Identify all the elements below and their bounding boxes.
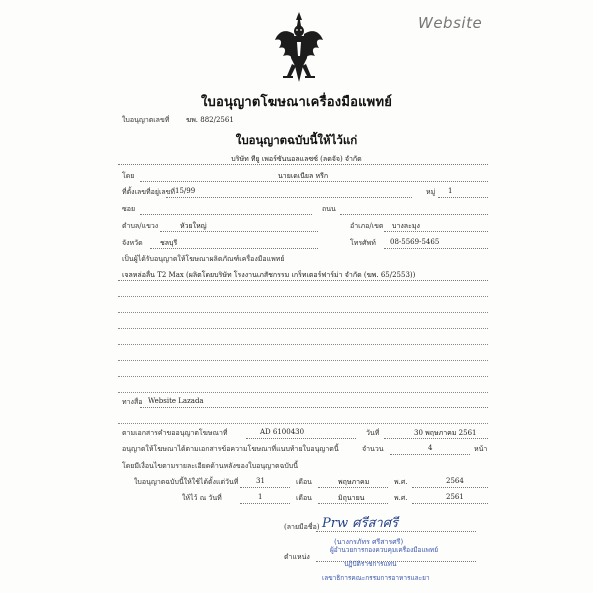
province-value: ชลบุรี — [160, 239, 178, 247]
address-label: ที่ตั้งเลขที่อยู่เลขที่ — [122, 188, 176, 196]
attach-unit: หน้า — [474, 445, 488, 453]
valid-to-month: มิถุนายน — [338, 494, 365, 502]
signature-label: (ลายมือชื่อ) — [284, 523, 320, 531]
blank-line — [118, 296, 488, 297]
license-no-label: ใบอนุญาตเลขที่ — [122, 116, 170, 124]
request-date-value: 30 พฤษภาคม 2561 — [414, 429, 477, 437]
attach-label: อนุญาตให้โฆษณาได้ตามเอกสารข้อความโฆษณาที่แนบท้ายใบอนุญาตนี้ — [122, 445, 339, 453]
valid-to-label: ให้ไว้ ณ วันที่ — [182, 494, 222, 502]
valid-from-year: 2564 — [446, 477, 464, 485]
address-value: 15/99 — [175, 187, 196, 195]
moo-label: หมู่ — [426, 188, 436, 196]
blank-line — [118, 360, 488, 361]
handwritten-note: Website — [418, 14, 483, 32]
document-title: ใบอนุญาตโฆษณาเครื่องมือแพทย์ — [200, 95, 393, 110]
stamp-line-3: เลขาธิการคณะกรรมการอาหารและยา — [322, 574, 430, 582]
document-subtitle: ใบอนุญาตฉบับนี้ให้ไว้แก่ — [235, 133, 358, 147]
blank-line — [118, 376, 488, 377]
phone-value: 08-5569-5465 — [390, 238, 440, 246]
position-label: ตำแหน่ง — [284, 553, 310, 561]
license-no-value: ฆพ. 882/2561 — [186, 116, 234, 124]
request-value: AD 6100430 — [260, 428, 305, 436]
road-label: ถนน — [322, 205, 336, 213]
request-label: ตามเอกสารคำขออนุญาตโฆษณาที่ — [122, 429, 228, 437]
blank-line — [118, 328, 488, 329]
valid-from-day: 31 — [256, 477, 265, 485]
company-name: บริษัท ทียู เพอร์ซันนอลแลซซ์ (ลดจัจ) จำกัด — [231, 155, 362, 163]
soi-label: ซอย — [122, 205, 136, 213]
blank-line — [118, 344, 488, 345]
district-value: บางละมุง — [392, 222, 420, 230]
by-value: นายเดเนียล หรีก — [278, 172, 329, 180]
valid-from-year-label: พ.ศ. — [394, 478, 408, 486]
moo-value: 1 — [448, 187, 453, 195]
signer-name: (นางกรภัทร ศรีสารศรี) — [334, 538, 404, 546]
attach-count-label: จำนวน — [362, 445, 384, 453]
product-text: เจลหล่อลื่น T2 Max (ผลิตโดยบริษัท โรงงานเภสัชกรรม เกร็ทเตอร์ฟาร์ม่า จำกัด (ฆพ. 65/2553)) — [122, 271, 416, 279]
media-label: ทางสื่อ — [122, 398, 143, 406]
phone-label: โทรศัพท์ — [350, 239, 376, 247]
by-label: โดย — [122, 172, 135, 180]
intro-text: เป็นผู้ได้รับอนุญาตให้โฆษณาผลิตภัณฑ์เครื่องมือแพทย์ — [122, 255, 285, 263]
valid-from-label: ใบอนุญาตฉบับนี้ให้ใช้ได้ตั้งแต่วันที่ — [134, 478, 239, 486]
province-label: จังหวัด — [122, 239, 143, 247]
stamp-line-1: ผู้อำนวยการกองควบคุมเครื่องมือแพทย์ — [330, 546, 439, 554]
valid-to-month-label: เดือน — [296, 494, 312, 502]
request-date-label: วันที่ — [366, 429, 380, 437]
blank-line — [118, 423, 488, 424]
subdistrict-value: หัวยใหญ่ — [180, 222, 207, 230]
valid-from-month-label: เดือน — [296, 478, 312, 486]
attach-count-value: 4 — [428, 444, 433, 452]
valid-to-year: 2561 — [446, 493, 464, 501]
valid-to-year-label: พ.ศ. — [394, 494, 408, 502]
subdistrict-label: ตำบล/แขวง — [122, 222, 159, 230]
valid-to-day: 1 — [258, 493, 263, 501]
handwritten-signature: Prw ศรีสาศรี — [322, 516, 398, 531]
condition-text: โดยมีเงื่อนไขตามรายละเอียดด้านหลังของใบอนุญาตฉบับนี้ — [122, 462, 299, 470]
valid-from-month: พฤษภาคม — [338, 478, 370, 486]
garuda-emblem-icon — [273, 10, 325, 86]
media-value: Website Lazada — [148, 397, 204, 405]
blank-line — [118, 392, 488, 393]
stamp-line-2: ปฏิบัติราชการแทน — [344, 560, 397, 568]
blank-line — [118, 312, 488, 313]
district-label: อำเภอ/เขต — [350, 222, 384, 230]
